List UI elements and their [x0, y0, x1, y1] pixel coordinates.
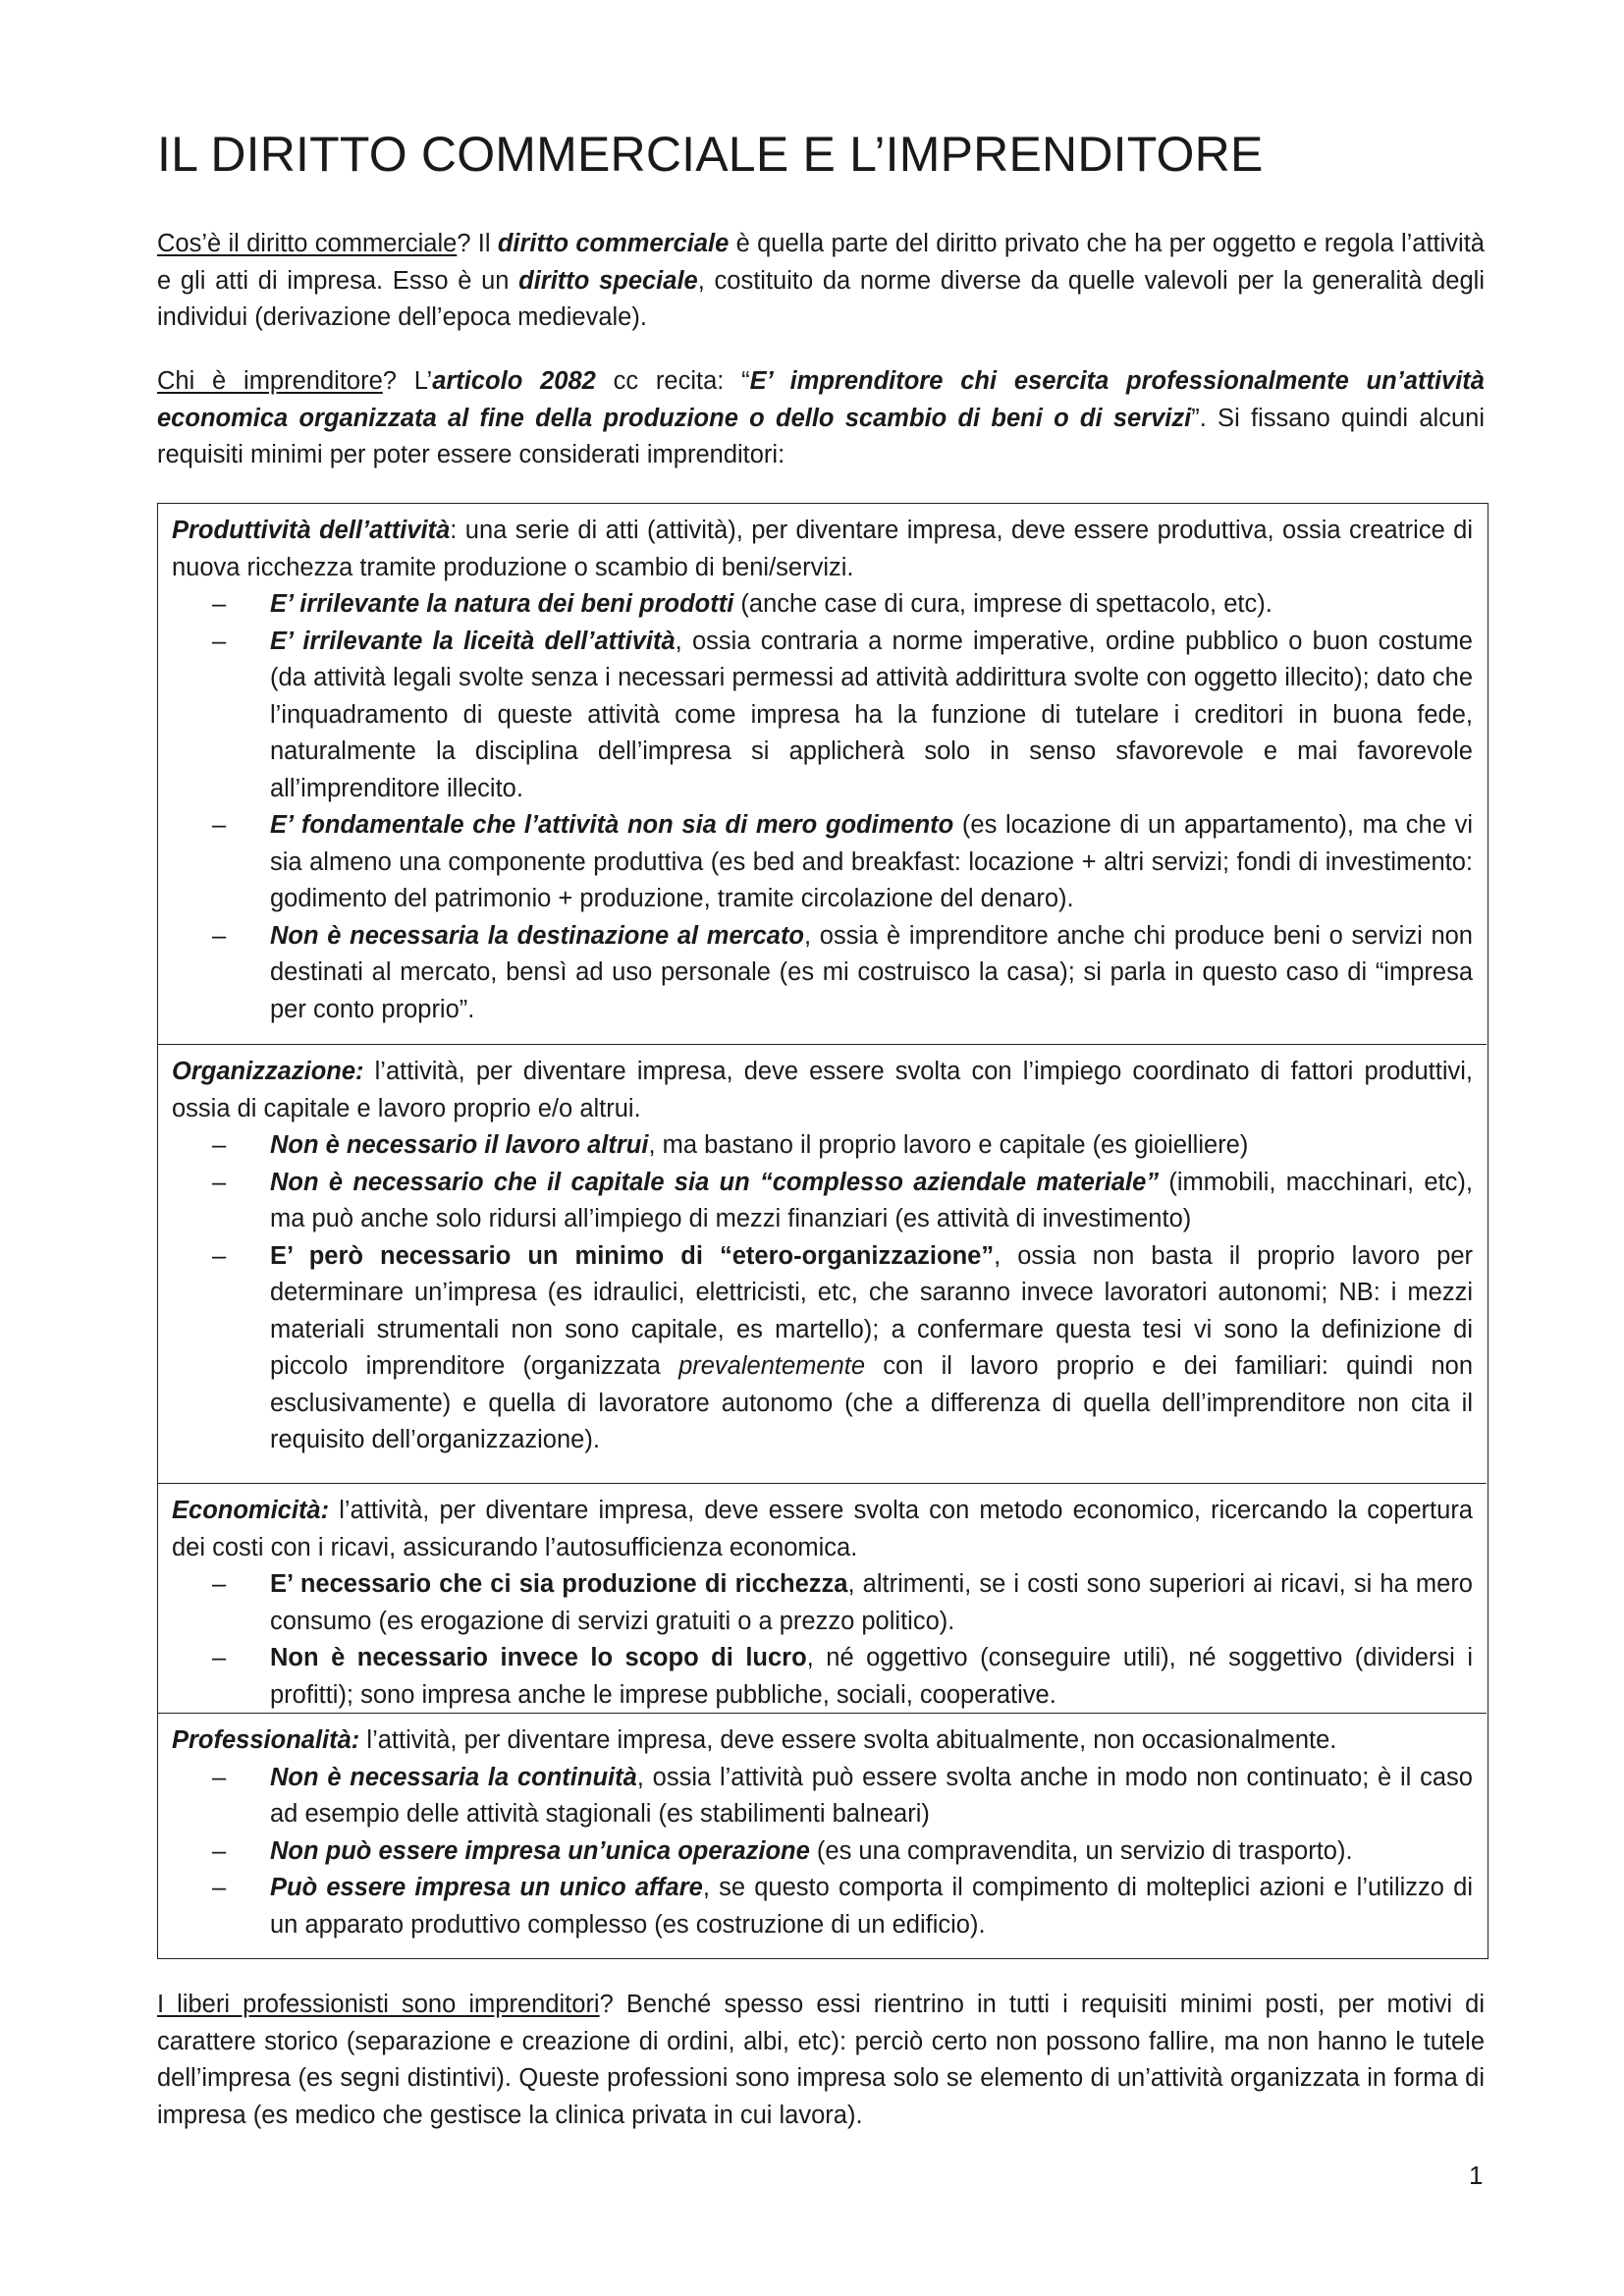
item-text: , né oggettivo (conseguire utili), né soggettivo (dividersi i profitti); sono impresa anche le imprese pubbliche, sociali, cooperative. [270, 1644, 1474, 1709]
item-text: (anche case di cura, imprese di spettacolo, etc). [733, 590, 1272, 618]
document-title: IL DIRITTO COMMERCIALE E L’IMPRENDITORE [157, 127, 1264, 182]
item-bold: E’ irrilevante la liceità dell’attività [270, 627, 676, 655]
professionals-question: I liberi professionisti sono imprenditori [157, 1991, 600, 2018]
professionals-text: ? Benché spesso essi rientrino in tutti i requisiti minimi posti, per motivi di carattere storico (separazione e creazione di ordini, albi, etc): perciò certo non possono fallire, ma non hanno le tutele dell’impresa (es segni distintivi). Queste professioni sono impresa solo se elemento di un’attività organizzata in forma di impresa (es medico che gestisce la clinica privata in cui lavora). [157, 1991, 1486, 2129]
list-item [270, 1566, 1473, 1640]
list-item [270, 918, 1473, 1029]
section-list [172, 1127, 1473, 1459]
item-text: , ossia l’attività può essere svolta anche in modo non continuato; è il caso ad esempio delle attività stagionali (es stabilimenti balneari) [270, 1763, 1473, 1828]
list-item [270, 1165, 1473, 1238]
section-intro [172, 1054, 1473, 1127]
item-bold: Non è necessario invece lo scopo di lucro [270, 1644, 807, 1671]
entrepreneur-text-1: ? L’ [382, 367, 433, 395]
list-item [270, 807, 1473, 918]
entrepreneur-article: articolo 2082 [432, 367, 596, 395]
section-list [172, 1760, 1473, 1944]
item-text: , altrimenti, se i costi sono superiori ai ricavi, si ha mero consumo (es erogazione di servizi gratuiti o a prezzo politico). [270, 1570, 1473, 1635]
item-text: (es locazione di un appartamento), ma che vi sia almeno una componente produttiva (es bed and breakfast: locazione + altri servizi; fondi di investimento: godimento del patrimonio + produzione, tramite circolazione del denaro). [270, 811, 1473, 912]
item-bold: Non è necessaria la continuità [270, 1763, 637, 1791]
intro-text-3: , costituito da norme diverse da quelle valevoli per la generalità degli individui (derivazione dell’epoca medievale). [157, 266, 1485, 331]
entrepreneur-text-2: cc recita: “ [595, 367, 750, 395]
item-text-2: con il lavoro proprio e dei familiari: quindi non esclusivamente) e quella di lavoratore autonomo (che a differenza di quella dell’imprenditore non cita il requisito dell’organizzazione). [270, 1352, 1473, 1453]
entrepreneur-paragraph [157, 363, 1485, 474]
item-bold: E’ fondamentale che l’attività non sia di mero godimento [270, 811, 954, 839]
item-text: , se questo comporta il compimento di molteplici azioni e l’utilizzo di un apparato produttivo complesso (es costruzione di un edificio). [270, 1874, 1473, 1939]
list-item [270, 1640, 1473, 1714]
section-heading: Economicità: [172, 1497, 330, 1524]
item-bold: E’ però necessario un minimo di “etero-organizzazione” [270, 1241, 995, 1270]
list-item [270, 1760, 1473, 1833]
entrepreneur-text-3: ”. Si fissano quindi alcuni requisiti minimi per poter essere considerati imprenditori: [157, 404, 1485, 468]
section-professionalita [158, 1713, 1487, 1960]
intro-text-1: ? Il [457, 230, 498, 257]
section-intro [172, 1493, 1473, 1566]
section-heading: Professionalità: [172, 1726, 360, 1754]
entrepreneur-quote: E’ imprenditore chi esercita professionalmente un’attività economica organizzata al fine della produzione o dello scambio di beni o di servizi [157, 367, 1485, 432]
item-bold: Non è necessario che il capitale sia un “complesso aziendale materiale” [270, 1168, 1160, 1196]
item-text: (es una compravendita, un servizio di trasporto). [809, 1836, 1353, 1865]
list-item [270, 1870, 1473, 1943]
item-text: (immobili, macchinari, etc), ma può anche solo ridursi all’impiego di mezzi finanziari (es attività di investimento) [270, 1168, 1473, 1232]
entrepreneur-question: Chi è imprenditore [157, 367, 383, 395]
intro-term-1: diritto commerciale [497, 230, 730, 257]
section-heading: Organizzazione: [172, 1058, 364, 1085]
intro-paragraph [157, 226, 1485, 337]
intro-question: Cos’è il diritto commerciale [157, 230, 458, 257]
item-bold: Non è necessaria la destinazione al mercato [270, 921, 805, 950]
section-list [172, 1566, 1473, 1714]
list-item [270, 1127, 1473, 1165]
item-bold: E’ necessario che ci sia produzione di ricchezza [270, 1570, 848, 1598]
section-produttivita [158, 504, 1487, 1044]
section-text: l’attività, per diventare impresa, deve essere svolta con l’impiego coordinato di fattori produttivi, ossia di capitale e lavoro proprio e/o altrui. [172, 1058, 1473, 1122]
item-bold: Può essere impresa un unico affare [270, 1874, 703, 1901]
section-list [172, 586, 1473, 1028]
section-text: l’attività, per diventare impresa, deve essere svolta abitualmente, non occasionalmente. [359, 1726, 1337, 1754]
list-item [270, 586, 1473, 624]
item-text: , ossia contraria a norme imperative, ordine pubblico o buon costume (da attività legali svolte senza i necessari permessi ad attività addirittura svolte con oggetto illecito); dato che l’inquadramento di queste attività come impresa ha la funzione di tutelare i creditori in buona fede, naturalmente la disciplina dell’impresa si applicherà solo in senso sfavorevole e mai favorevole all’imprenditore illecito. [270, 627, 1473, 802]
item-italic: prevalentemente [678, 1352, 866, 1380]
section-intro [172, 1722, 1473, 1760]
section-heading: Produttività dell’attività [172, 517, 451, 544]
intro-term-2: diritto speciale [518, 266, 698, 295]
section-organizzazione [158, 1044, 1487, 1483]
requirements-table [157, 503, 1489, 1959]
intro-text-2: è quella parte del diritto privato che ha per oggetto e regola l’attività e gli atti di impresa. Esso è un [157, 230, 1485, 295]
item-bold: E’ irrilevante la natura dei beni prodotti [270, 590, 734, 618]
list-item [270, 1238, 1473, 1459]
section-text: l’attività, per diventare impresa, deve essere svolta con metodo economico, ricercando la copertura dei costi con i ricavi, assicurando l’autosufficienza economica. [172, 1497, 1473, 1561]
section-economicita [158, 1483, 1487, 1713]
section-text: : una serie di atti (attività), per diventare impresa, deve essere produttiva, ossia creatrice di nuova ricchezza tramite produzione o scambio di beni/servizi. [172, 517, 1473, 581]
item-text: , ossia non basta il proprio lavoro per determinare un’impresa (es idraulici, elettricisti, etc, che saranno invece lavoratori autonomi; NB: i mezzi materiali strumentali non sono capitale, es martello); a confermare questa tesi vi sono la definizione di piccolo imprenditore (organizzata [270, 1241, 1473, 1380]
page-number: 1 [1469, 2160, 1484, 2190]
item-text: , ossia è imprenditore anche chi produce beni o servizi non destinati al mercato, bensì ad uso personale (es mi costruisco la casa); si parla in questo caso di “impresa per conto proprio”. [270, 921, 1473, 1023]
item-bold: Non può essere impresa un’unica operazione [270, 1836, 810, 1865]
list-item [270, 624, 1473, 808]
section-intro [172, 513, 1473, 586]
item-bold: Non è necessario il lavoro altrui [270, 1131, 649, 1159]
item-text: , ma bastano il proprio lavoro e capitale (es gioielliere) [648, 1131, 1249, 1159]
professionals-paragraph [157, 1987, 1485, 2134]
list-item [270, 1833, 1473, 1871]
